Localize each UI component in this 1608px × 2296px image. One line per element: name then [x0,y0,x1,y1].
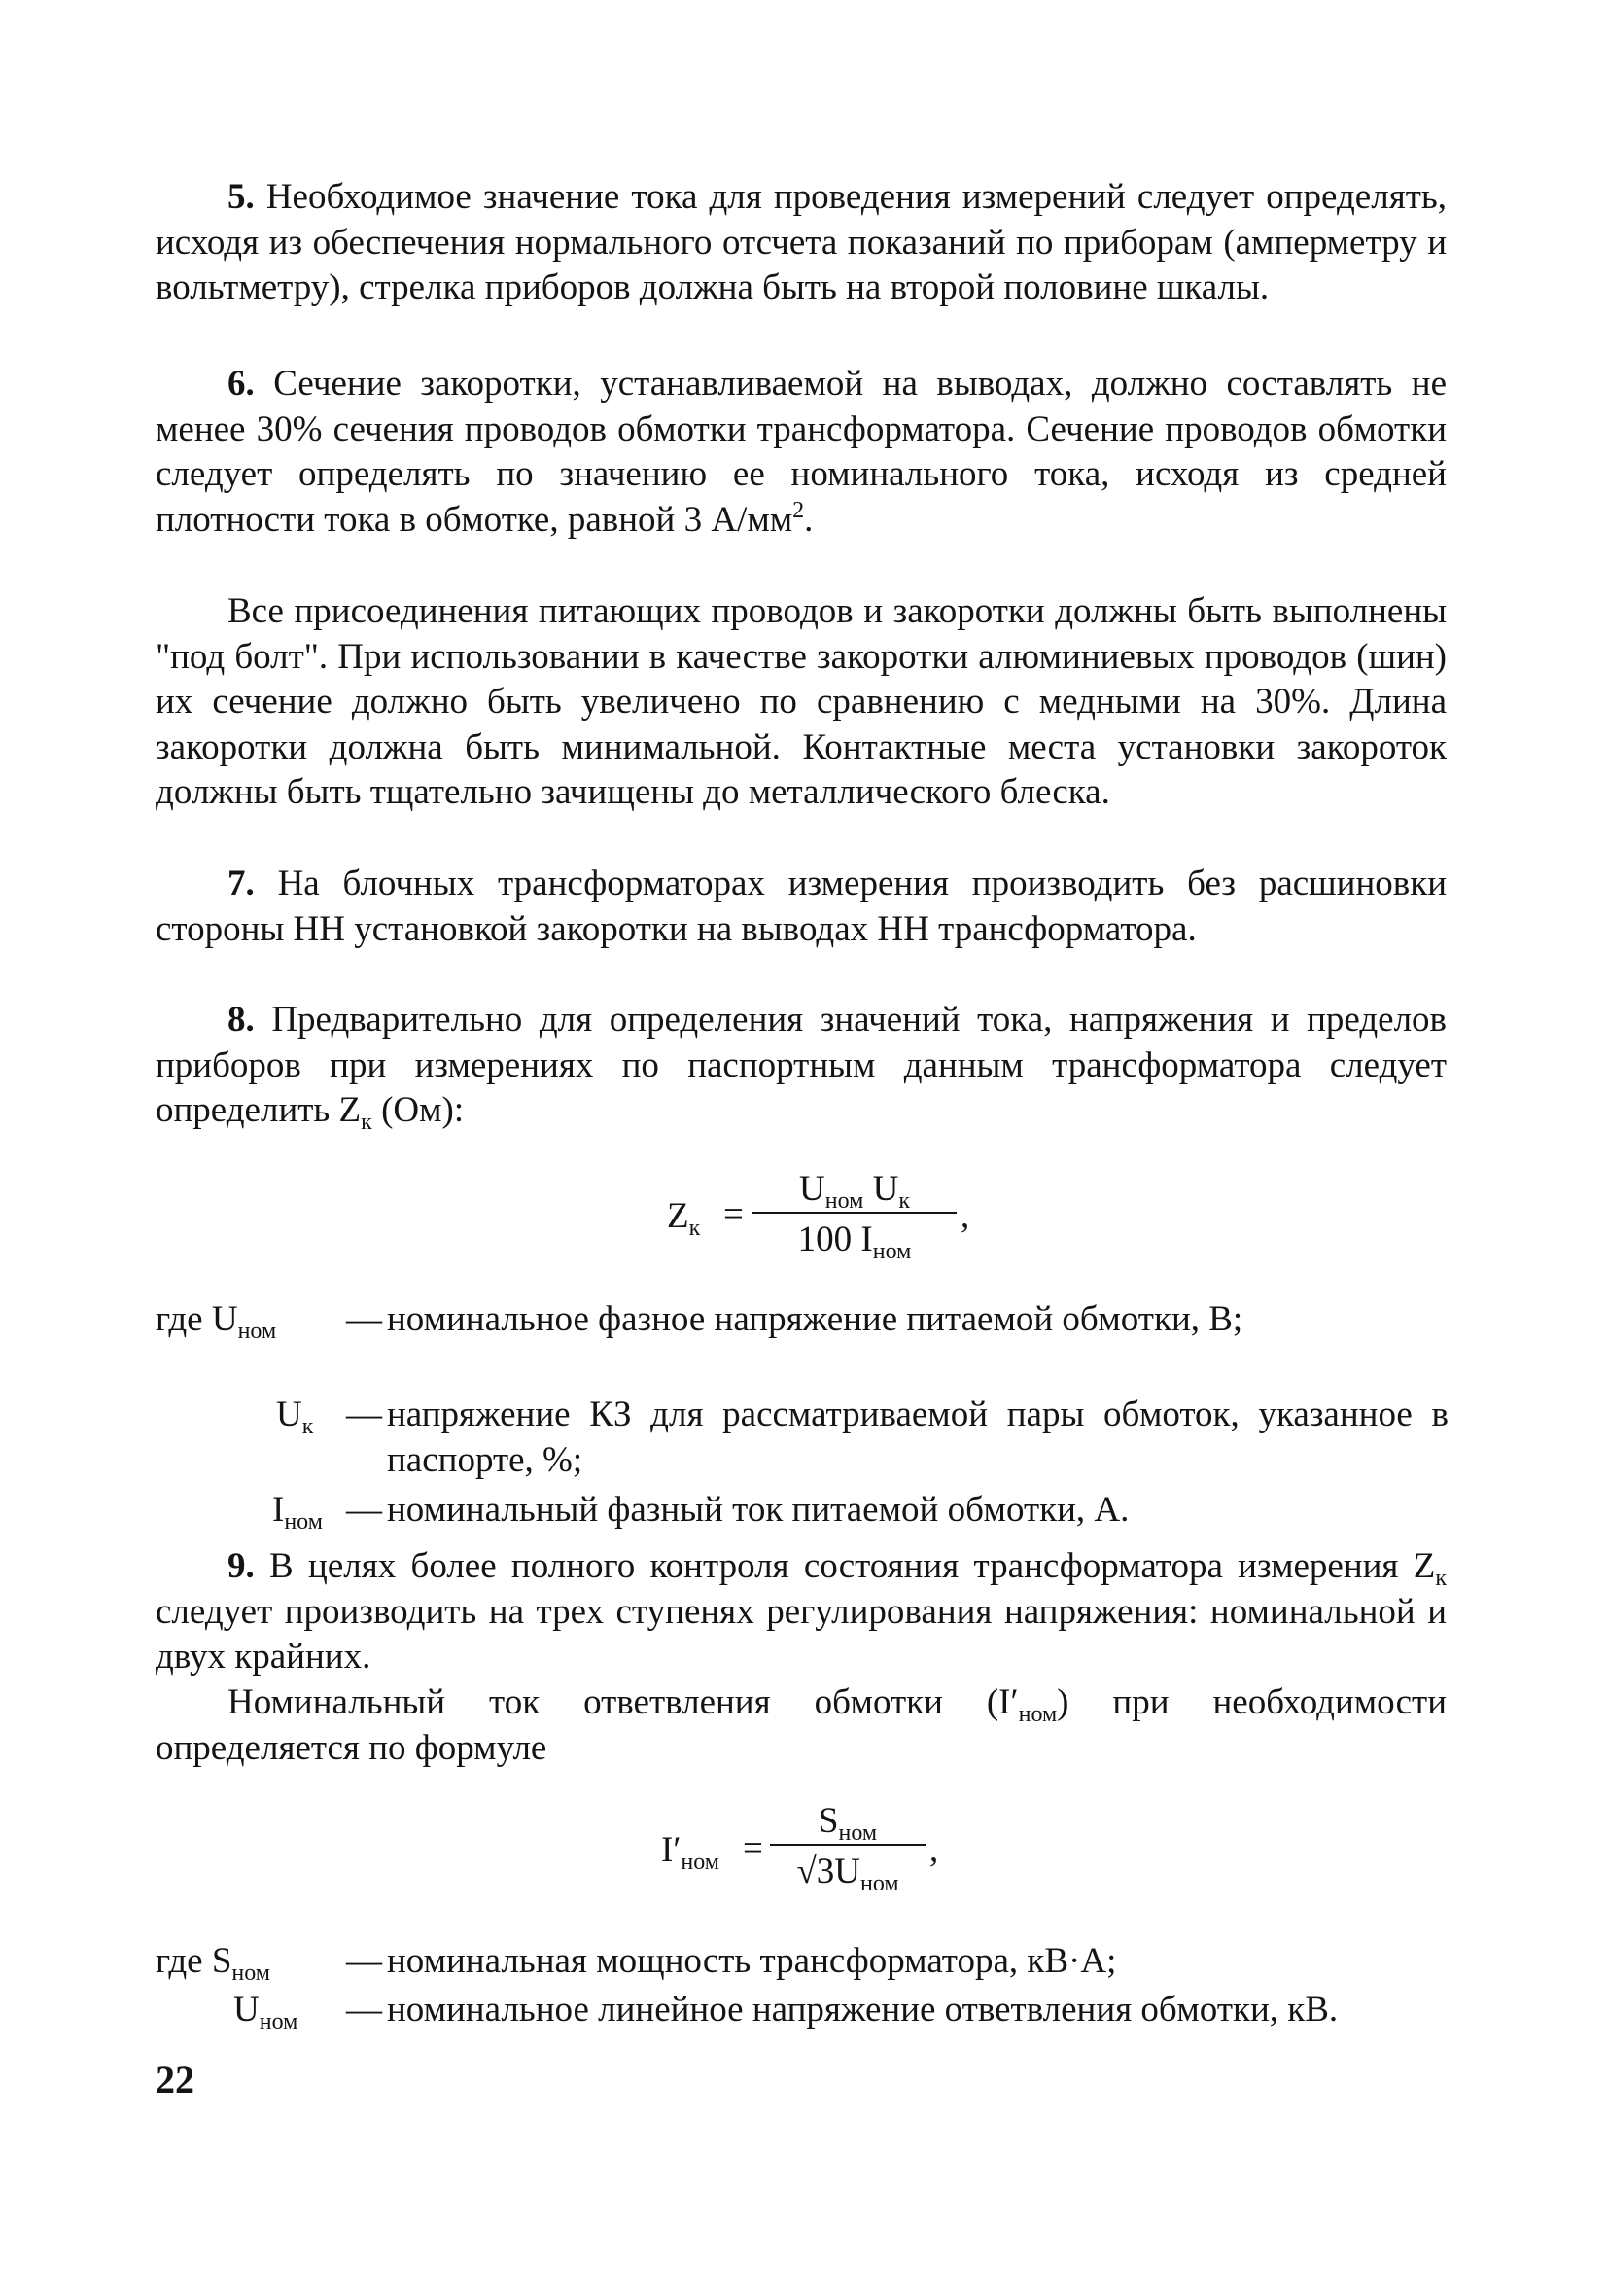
formula-punct: , [929,1830,939,1870]
formula-equals: = [723,1194,744,1234]
paragraph-text: Предварительно для определения значений тока, напряжения и пределов приборов при измерениях по паспортным данным трансформатора следует определить Z [156,1000,1447,1130]
formula-punct: , [961,1196,970,1236]
formula-zk [667,1167,978,1274]
item-number: 5. [227,177,255,217]
paragraph-text: В целях более полного контроля состояния трансформатора измерения Z [269,1546,1436,1586]
superscript: 2 [792,497,805,523]
paragraph-tail: . [804,499,814,540]
item-number: 7. [227,864,255,903]
definition-text: номинальное линейное напряжение ответвления обмотки, кВ. [387,1990,1339,2030]
definition-dash: — [346,1395,382,1434]
formula-lhs: $I'_{ном}$ [661,1830,719,1875]
formula-fraction [770,1799,926,1895]
definition-term: $U_{ном}$ [233,1990,298,2034]
item-number: 9. [227,1546,255,1586]
formula-inom [661,1799,953,1906]
fraction-denominator: 100 $I_{ном}$ [797,1219,912,1264]
fraction-numerator: $U_{ном}$ $U_к$ [799,1169,910,1214]
formula-equals: = [743,1828,763,1868]
subscript: к [1435,1566,1448,1591]
paragraph-tail: (Ом): [371,1090,465,1130]
paragraph-tail: ) при необходимости определяется по формуле [156,1682,1447,1768]
definition-text: номинальная мощность трансформатора, кВ·А; [387,1941,1117,1981]
subscript: к [361,1110,372,1135]
item-number: 6. [227,364,255,404]
paragraph-text: Необходимое значение тока для проведения измерений следует определять, исходя из обеспечения нормального отсчета показаний по приборам (амперметру и вольтметру), стрелка приборов должна быть на второй половине шкалы. [156,177,1448,307]
fraction-denominator: $√3U_{ном}$ [796,1852,899,1896]
definition-dash: — [346,1490,382,1530]
paragraph-item-6 [156,362,1447,543]
paragraph-item-8 [156,998,1447,1134]
paragraph-item-9 [156,1544,1447,1680]
definition-term: где $U_{ном}$ [156,1299,277,1344]
paragraph-item-7 [156,862,1447,952]
definition-term: $U_к$ [276,1395,314,1439]
definition-text: номинальное фазное напряжение питаемой обмотки, В; [387,1299,1243,1339]
paragraph-text: Номинальный ток ответвления обмотки (I′ [227,1682,1019,1722]
definition-text: номинальный фазный ток питаемой обмотки, А. [387,1490,1130,1530]
item-number: 8. [227,1000,255,1040]
formula-lhs: $Z_к$ [667,1196,701,1241]
definition-dash: — [346,1941,382,1981]
paragraph-text: На блочных трансформаторах измерения производить без расшиновки стороны НН установкой закоротки на выводах НН трансформатора. [156,864,1447,949]
paragraph-tail: следует производить на трех ступенях регулирования напряжения: номинальной и двух крайних. [156,1591,1447,1677]
paragraph-rated-current [156,1680,1447,1771]
page-number: 22 [156,2058,194,2102]
subscript: ном [1018,1702,1058,1727]
definition-term: $I_{ном}$ [272,1490,323,1535]
fraction-numerator: $S_{ном}$ [818,1801,878,1846]
definition-dash: — [346,1990,382,2030]
definition-text: напряжение КЗ для рассматриваемой пары обмоток, указанное в паспорте, %; [387,1395,1449,1480]
paragraph-text: Все присоединения питающих проводов и закоротки должны быть выполнены "под болт". При использовании в качестве закоротки алюминиевых проводов (шин) их сечение должно быть увеличено по сравнению с медными на 30%. Длина закоротки должна быть минимальной. Контактные места установки закороток должны быть тщательно зачищены до металлического блеска. [156,591,1447,812]
definition-dash: — [346,1299,382,1339]
paragraph-text: Сечение закоротки, устанавливаемой на выводах, должно составлять не менее 30% сечения проводов обмотки трансформатора. Сечение проводов обмотки следует определять по значению ее номинального тока, исходя из средней плотности тока в обмотке, равной 3 А/мм [156,364,1448,540]
paragraph-connections [156,589,1447,816]
paragraph-item-5 [156,175,1447,311]
definition-term: где $S_{ном}$ [156,1941,270,1986]
formula-fraction [752,1167,957,1263]
